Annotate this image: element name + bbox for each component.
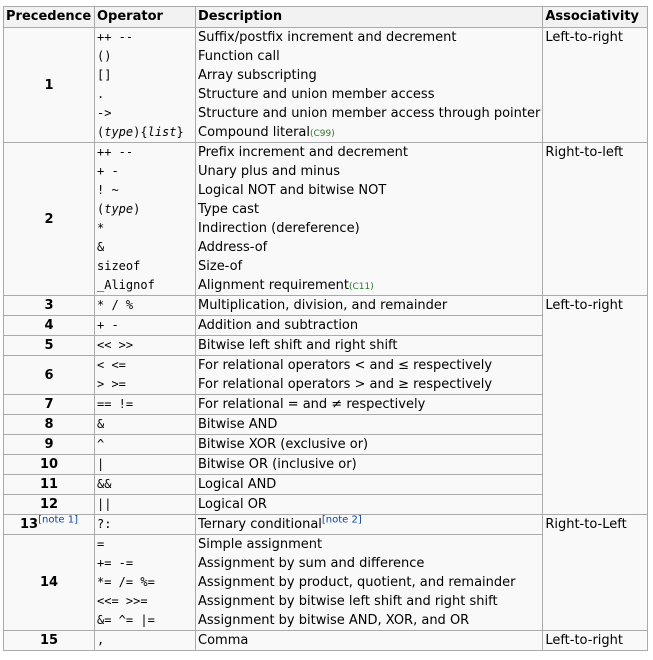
operator-text: < <=	[97, 358, 126, 372]
table-row	[4, 631, 648, 651]
associativity-cell: Right-to-left	[543, 143, 648, 296]
description-cell: Comma	[196, 631, 543, 651]
description-cell: Bitwise XOR (exclusive or)	[196, 435, 543, 455]
description-cell: For relational = and ≠ respectively	[196, 395, 543, 415]
associativity-cell: Left-to-right	[543, 28, 648, 143]
description-text: Indirection (dereference)	[198, 221, 360, 236]
operator-text: =	[97, 537, 105, 551]
precedence-cell: 1	[4, 28, 95, 143]
table-row	[4, 296, 648, 316]
precedence-cell: 9	[4, 435, 95, 455]
type-cast-type: type	[104, 202, 134, 216]
operator-text: []	[97, 68, 112, 82]
compound-literal-list: list	[147, 125, 177, 139]
precedence-cell: 12	[4, 495, 95, 515]
operator-text: <<= >>=	[97, 594, 148, 608]
description-text: For relational operators > and ≥ respectively	[198, 377, 493, 392]
description-main: Alignment requirement	[198, 278, 349, 293]
header-row	[4, 7, 648, 28]
operator-text: ++ --	[97, 145, 134, 159]
precedence-cell: 7	[4, 395, 95, 415]
description-cell: Bitwise OR (inclusive or)	[196, 455, 543, 475]
c11-tag: (C11)	[348, 282, 374, 292]
description-cell	[196, 515, 543, 535]
operator-text: .	[97, 87, 105, 101]
precedence-cell: 3	[4, 296, 95, 316]
type-cast-open: (	[97, 202, 105, 216]
description-text: Assignment by bitwise AND, XOR, and OR	[198, 613, 470, 628]
description-text: Assignment by product, quotient, and remainder	[198, 575, 516, 590]
precedence-cell: 10	[4, 455, 95, 475]
precedence-cell: 14	[4, 535, 95, 631]
table-row	[4, 515, 648, 535]
operator-cell: << >>	[95, 336, 196, 356]
description-text	[198, 276, 540, 295]
description-text: Size-of	[198, 259, 243, 274]
description-text: Structure and union member access	[198, 87, 435, 102]
operator-text: ++ --	[97, 30, 134, 44]
compound-literal-mid: ){	[133, 125, 148, 139]
operator-cell	[95, 356, 196, 395]
description-cell: Logical AND	[196, 475, 543, 495]
description-cell: Logical OR	[196, 495, 543, 515]
operator-text: sizeof	[97, 259, 141, 273]
operator-text	[97, 123, 193, 142]
description-main: Ternary conditional	[198, 517, 322, 532]
description-text	[198, 123, 540, 142]
precedence-cell: 6	[4, 356, 95, 395]
operator-cell	[95, 535, 196, 631]
description-text: Address-of	[198, 240, 268, 255]
description-text: For relational operators < and ≤ respectively	[198, 358, 493, 373]
operator-cell: ?:	[95, 515, 196, 535]
operator-text: *	[97, 221, 105, 235]
operator-text: ! ~	[97, 183, 119, 197]
precedence-number: 13	[20, 517, 39, 532]
description-text: Array subscripting	[198, 68, 317, 83]
associativity-cell: Left-to-right	[543, 631, 648, 651]
description-cell	[196, 356, 543, 395]
operator-text: _Alignof	[97, 278, 155, 292]
associativity-cell: Left-to-right	[543, 296, 648, 515]
header-operator: Operator	[95, 7, 196, 28]
description-cell: Multiplication, division, and remainder	[196, 296, 543, 316]
operator-cell	[95, 28, 196, 143]
operator-cell: ^	[95, 435, 196, 455]
note-1-link[interactable]: [note 1]	[38, 514, 78, 526]
associativity-cell: Right-to-Left	[543, 515, 648, 631]
precedence-cell: 15	[4, 631, 95, 651]
operator-cell: + -	[95, 316, 196, 336]
table-row	[4, 143, 648, 296]
description-text: Unary plus and minus	[198, 164, 341, 179]
operator-text	[97, 200, 193, 219]
compound-literal-open: (	[97, 125, 105, 139]
precedence-cell: 11	[4, 475, 95, 495]
operator-cell	[95, 143, 196, 296]
operator-text: &= ^= |=	[97, 613, 155, 627]
operator-precedence-table	[3, 6, 648, 651]
description-text: Simple assignment	[198, 537, 323, 552]
description-text: Prefix increment and decrement	[198, 145, 408, 160]
precedence-cell	[4, 515, 95, 535]
operator-text: > >=	[97, 377, 126, 391]
description-cell: Bitwise left shift and right shift	[196, 336, 543, 356]
operator-cell: &&	[95, 475, 196, 495]
table-row	[4, 28, 648, 143]
precedence-cell: 8	[4, 415, 95, 435]
description-cell	[196, 535, 543, 631]
description-cell	[196, 28, 543, 143]
description-cell	[196, 143, 543, 296]
compound-literal-type: type	[104, 125, 134, 139]
description-text: Structure and union member access through pointer	[198, 106, 541, 121]
description-main: Compound literal	[198, 125, 311, 140]
operator-cell: &	[95, 415, 196, 435]
description-cell: Bitwise AND	[196, 415, 543, 435]
description-text: Type cast	[198, 202, 259, 217]
header-description: Description	[196, 7, 543, 28]
precedence-cell: 2	[4, 143, 95, 296]
operator-text: *= /= %=	[97, 575, 155, 589]
precedence-cell: 4	[4, 316, 95, 336]
description-text: Assignment by sum and difference	[198, 556, 425, 571]
description-cell: Addition and subtraction	[196, 316, 543, 336]
operator-cell: |	[95, 455, 196, 475]
note-2-link[interactable]: [note 2]	[321, 514, 362, 526]
header-associativity: Associativity	[543, 7, 648, 28]
header-precedence: Precedence	[4, 7, 95, 28]
precedence-cell: 5	[4, 336, 95, 356]
operator-cell: ,	[95, 631, 196, 651]
compound-literal-close: }	[176, 125, 184, 139]
operator-cell: == !=	[95, 395, 196, 415]
c99-tag: (C99)	[310, 129, 335, 139]
operator-cell: * / %	[95, 296, 196, 316]
operator-text: + -	[97, 164, 119, 178]
description-text: Assignment by bitwise left shift and right shift	[198, 594, 498, 609]
type-cast-close: )	[133, 202, 141, 216]
description-text: Function call	[198, 49, 280, 64]
operator-text: += -=	[97, 556, 134, 570]
description-text: Logical NOT and bitwise NOT	[198, 183, 387, 198]
operator-text: ()	[97, 49, 112, 63]
operator-cell: ||	[95, 495, 196, 515]
operator-text: &	[97, 240, 105, 254]
description-text: Suffix/postfix increment and decrement	[198, 30, 457, 45]
operator-text: ->	[97, 106, 112, 120]
